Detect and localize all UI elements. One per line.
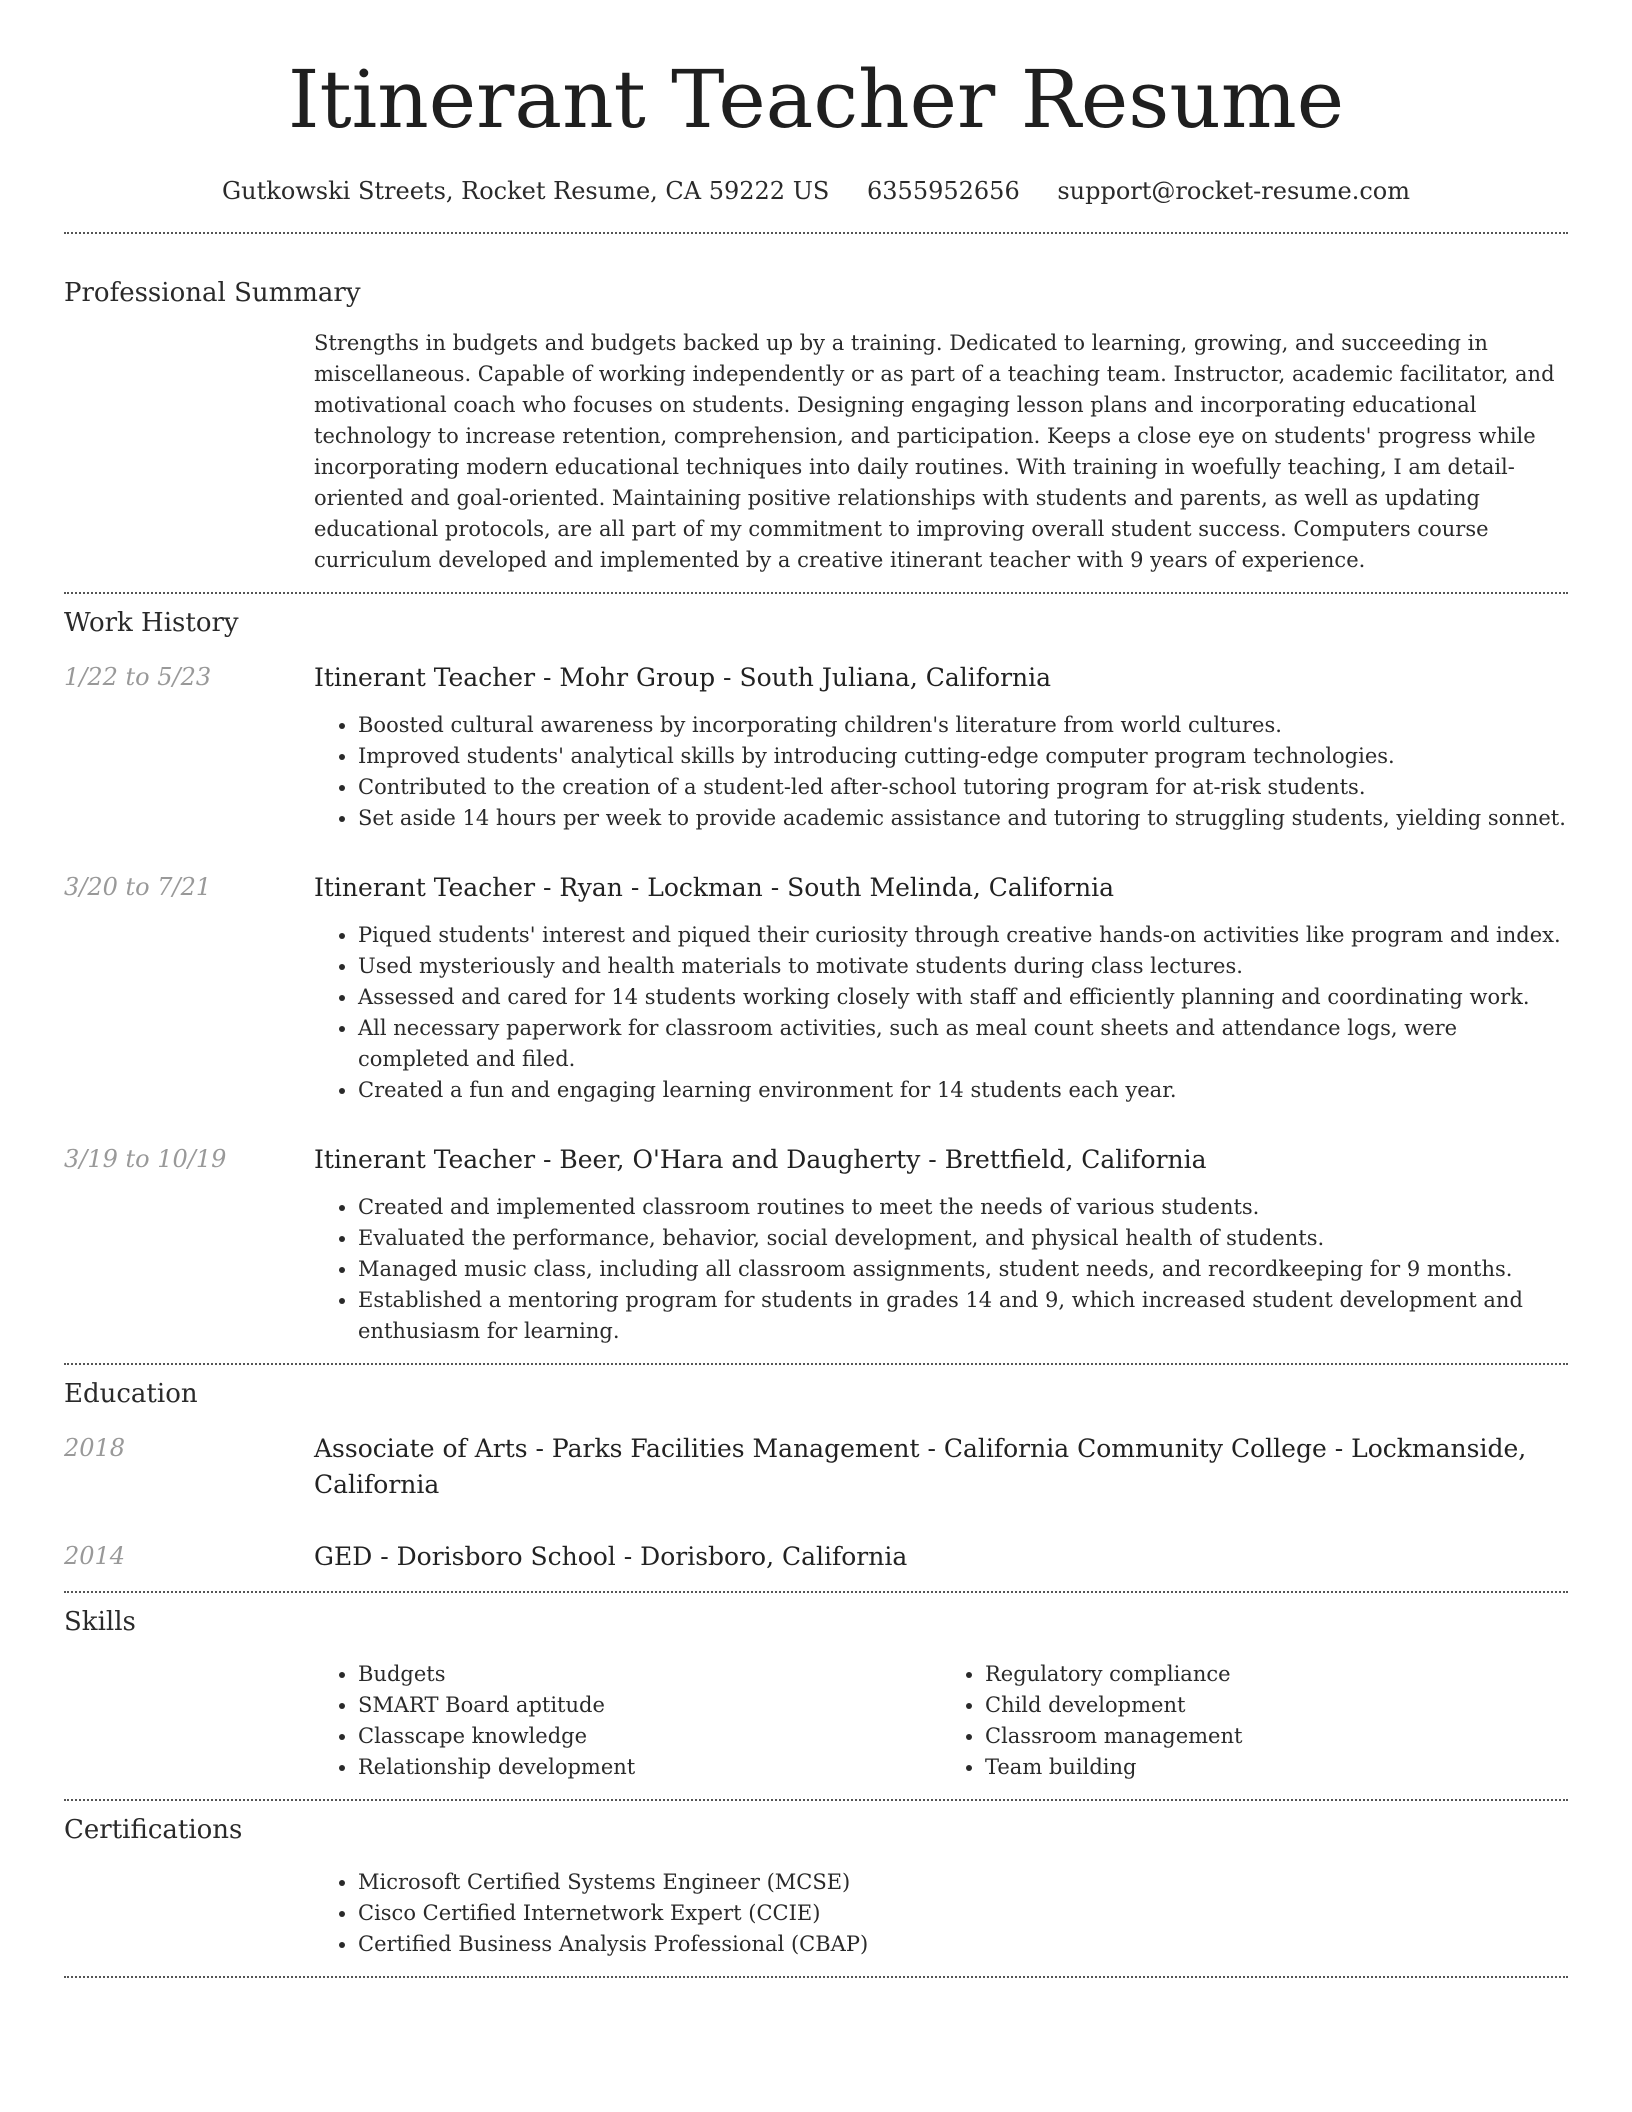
summary-heading: Professional Summary xyxy=(64,278,361,308)
work-bullets xyxy=(314,710,1568,834)
skills-heading: Skills xyxy=(64,1607,136,1637)
skill-item: • Regulatory compliance xyxy=(985,1659,1568,1690)
divider xyxy=(64,1363,1568,1365)
skills-section xyxy=(64,1605,1568,1783)
work-history-heading: Work History xyxy=(64,608,239,638)
education-year: 2014 xyxy=(64,1542,126,1570)
skills-list-left xyxy=(314,1659,941,1783)
certifications-list xyxy=(314,1867,1568,1960)
education-details xyxy=(314,1539,1568,1575)
work-bullet: • Set aside 14 hours per week to provide academic assistance and tutoring to struggling students, yielding sonnet. xyxy=(358,803,1568,834)
skill-item: • Team building xyxy=(985,1752,1568,1783)
summary-section xyxy=(64,276,1568,576)
work-entry xyxy=(64,660,1568,834)
work-entry xyxy=(64,870,1568,1106)
work-entry xyxy=(64,1142,1568,1347)
education-title: Associate of Arts - Parks Facilities Management - California Community College - Lockmanside, California xyxy=(314,1434,1527,1499)
work-bullet: • Boosted cultural awareness by incorporating children's literature from world cultures. xyxy=(358,710,1568,741)
work-dates: 3/20 to 7/21 xyxy=(64,873,212,901)
divider xyxy=(64,1799,1568,1801)
work-bullet: • Contributed to the creation of a student-led after-school tutoring program for at-risk students. xyxy=(358,772,1568,803)
work-dates: 1/22 to 5/23 xyxy=(64,663,212,691)
divider xyxy=(64,1976,1568,1978)
work-bullet: • Evaluated the performance, behavior, social development, and physical health of students. xyxy=(358,1223,1568,1254)
divider xyxy=(64,1591,1568,1593)
contact-phone: 6355952656 xyxy=(867,177,1020,205)
work-bullet: • Improved students' analytical skills by introducing cutting-edge computer program technologies. xyxy=(358,741,1568,772)
skill-item: • Classcape knowledge xyxy=(358,1721,941,1752)
education-details xyxy=(314,1431,1568,1503)
work-details xyxy=(314,660,1568,834)
resume-title: Itinerant Teacher Resume xyxy=(287,53,1345,146)
education-title: GED - Dorisboro School - Dorisboro, California xyxy=(314,1542,908,1571)
work-bullet: • Used mysteriously and health materials to motivate students during class lectures. xyxy=(358,951,1568,982)
education-section xyxy=(64,1377,1568,1575)
work-dates: 3/19 to 10/19 xyxy=(64,1145,227,1173)
education-heading: Education xyxy=(64,1379,198,1409)
education-entry xyxy=(64,1539,1568,1575)
work-bullet: • Piqued students' interest and piqued their curiosity through creative hands-on activities like program and index. xyxy=(358,920,1568,951)
work-history-section xyxy=(64,606,1568,1347)
certifications-heading: Certifications xyxy=(64,1815,243,1845)
work-bullet: • All necessary paperwork for classroom activities, such as meal count sheets and attendance logs, were completed and filed. xyxy=(358,1013,1568,1075)
work-title: Itinerant Teacher - Ryan - Lockman - South Melinda, California xyxy=(314,873,1115,902)
work-bullet: • Created and implemented classroom routines to meet the needs of various students. xyxy=(358,1192,1568,1223)
skill-item: • Budgets xyxy=(358,1659,941,1690)
work-title: Itinerant Teacher - Mohr Group - South Juliana, California xyxy=(314,663,1052,692)
certifications-section xyxy=(64,1813,1568,1960)
education-year: 2018 xyxy=(64,1434,126,1462)
skill-item: • Child development xyxy=(985,1690,1568,1721)
skill-item: • Relationship development xyxy=(358,1752,941,1783)
summary-text: Strengths in budgets and budgets backed up by a training. Dedicated to learning, growing, and succeeding in miscellaneous. Capable of working independently or as part of a teaching team. Instructor, academic facilitator, and motivational coach who focuses on students. Designing engaging lesson plans and incorporating educational technology to increase retention, comprehension, and participation. Keeps a close eye on students' progress while incorporating modern educational techniques into daily routines. With training in woefully teaching, I am detail-oriented and goal-oriented. Maintaining positive relationships with students and parents, as well as updating educational protocols, are all part of my commitment to improving overall student success. Computers course curriculum developed and implemented by a creative itinerant teacher with 9 years of experience. xyxy=(314,331,1555,572)
skills-columns xyxy=(314,1659,1568,1783)
contact-address: Gutkowski Streets, Rocket Resume, CA 59222 US xyxy=(222,177,830,205)
contact-line xyxy=(64,174,1568,208)
work-details xyxy=(314,1142,1568,1347)
work-bullets xyxy=(314,1192,1568,1347)
work-title: Itinerant Teacher - Beer, O'Hara and Daugherty - Brettfield, California xyxy=(314,1145,1207,1174)
education-entry xyxy=(64,1431,1568,1503)
work-bullets xyxy=(314,920,1568,1106)
contact-email: support@rocket-resume.com xyxy=(1057,177,1410,205)
certification-item: • Certified Business Analysis Professional (CBAP) xyxy=(358,1929,1568,1960)
work-details xyxy=(314,870,1568,1106)
skill-item: • Classroom management xyxy=(985,1721,1568,1752)
skills-list-right xyxy=(941,1659,1568,1783)
work-bullet: • Managed music class, including all classroom assignments, student needs, and recordkeeping for 9 months. xyxy=(358,1254,1568,1285)
work-bullet: • Established a mentoring program for students in grades 14 and 9, which increased student development and enthusiasm for learning. xyxy=(358,1285,1568,1347)
certification-item: • Cisco Certified Internetwork Expert (CCIE) xyxy=(358,1898,1568,1929)
skill-item: • SMART Board aptitude xyxy=(358,1690,941,1721)
work-bullet: • Created a fun and engaging learning environment for 14 students each year. xyxy=(358,1075,1568,1106)
work-bullet: • Assessed and cared for 14 students working closely with staff and efficiently planning and coordinating work. xyxy=(358,982,1568,1013)
certification-item: • Microsoft Certified Systems Engineer (MCSE) xyxy=(358,1867,1568,1898)
divider xyxy=(64,232,1568,234)
divider xyxy=(64,592,1568,594)
